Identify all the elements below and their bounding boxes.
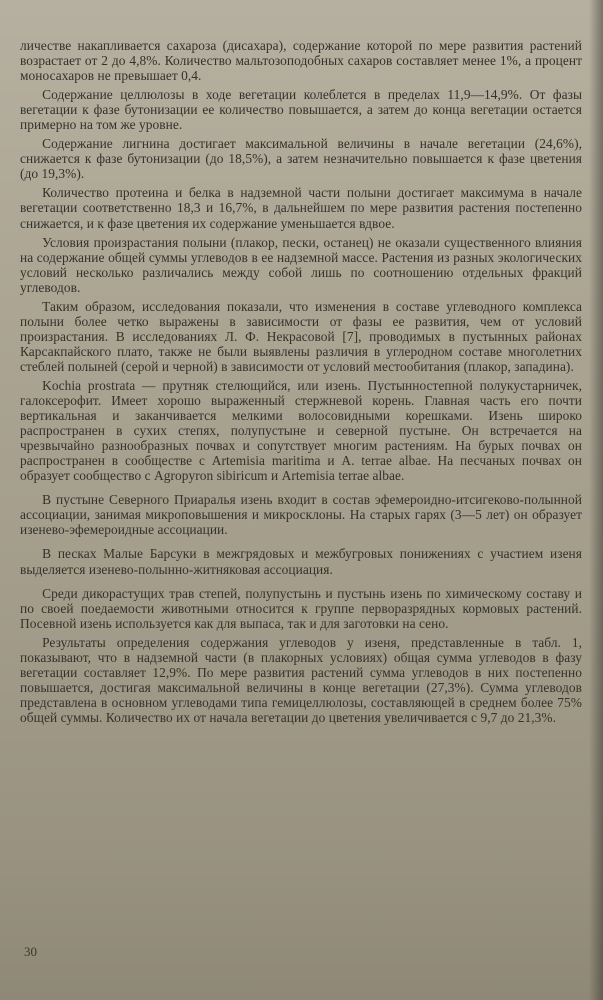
paragraph-kochia-description: Kochia prostrata — прутняк стелющийся, или изень. Пустынностепной полукустарничек, галоксерофит. Имеет хорошо выраженный стержневой корень. Главная часть его почти вертикальная и заканчивается мелкими волосовидными корешками. Изень широко распространен в сухих степях, полупустыне и северной пустыне. Он встречается на чрезвычайно разнообразных почвах и сопутствует многим растениям. На бурых почвах он распространен в сообществе с Artemisia maritima и A. terrae albae. На песчаных почвах он образует сообщество с Agropyron sibiricum и Artemisia terrae albae. xyxy=(20,377,582,484)
paragraph-barsuki-sands: В песках Малые Барсуки в межгрядовых и межбугровых понижениях с участием изеня выделяется изенево-полынно-житняковая ассоциация. xyxy=(20,546,582,577)
paragraph-lignin: Содержание лигнина достигает максимальной величины в начале вегетации (24,6%), снижается к фазе бутонизации (до 18,5%), а затем незначительно повышается к фазе цветения (до 19,3%). xyxy=(20,136,582,182)
paragraph-results: Результаты определения содержания углеводов у изеня, представленные в табл. 1, показывают, что в надземной части (в плакорных условиях) общая сумма углеводов в фазу вегетации составляет 12,9%. По мере развития растений сумма углеводов в них постепенно повышается, достигая максимальной величины в конце вегетации (27,3%). Сумма углеводов представлена в основном углеводами типа гемицеллюлозы, составляющей в среднем более 75% общей суммы. Количество их от начала вегетации до цветения увеличивается с 9,7 до 21,3%. xyxy=(20,634,582,725)
paragraph-sugars: личестве накапливается сахароза (дисахара), содержание которой по мере развития растений возрастает от 2 до 4,8%. Количество мальтозоподобных сахаров составляет менее 1%, а процент моносахаров не превышает 0,4. xyxy=(20,38,582,84)
page-body-text xyxy=(20,38,582,725)
paragraph-north-aral: В пустыне Северного Приаралья изень входит в состав эфемероидно-итсигеково-полынной ассоциации, занимая микроповышения и микросклоны. На старых гарях (3—5 лет) он образует изенево-эфемероидные ассоциации. xyxy=(20,492,582,538)
paragraph-cellulose: Содержание целлюлозы в ходе вегетации колеблется в пределах 11,9—14,9%. От фазы вегетации к фазе бутонизации ее количество повышается, а затем до конца вегетации остается примерно на том же уровне. xyxy=(20,87,582,133)
paragraph-protein: Количество протеина и белка в надземной части полыни достигает максимума в начале вегетации соответственно 18,3 и 16,7%, в дальнейшем по мере развития растения постепенно снижается, и к фазе цветения их содержание уменьшается вдвое. xyxy=(20,185,582,231)
page-number: 30 xyxy=(24,944,37,959)
paragraph-forage-value: Среди дикорастущих трав степей, полупустынь и пустынь изень по химическому составу и по своей поедаемости животными относится к группе перворазрядных кормовых растений. Посевной изень используется как для выпаса, так и для заготовки на сено. xyxy=(20,585,582,631)
paragraph-conclusion: Таким образом, исследования показали, что изменения в составе углеводного комплекса полыни более четко выражены в зависимости от фазы ее развития, чем от условий произрастания. В исследованиях Л. Ф. Некрасовой [7], проводимых в пустынных районах Карсакпайского плато, также не были выявлены различия в углеродном составе многолетних стеблей полыней (серой и черной) в зависимости от условий местообитания (плакор, западина). xyxy=(20,298,582,374)
paragraph-growing-conditions: Условия произрастания полыни (плакор, пески, останец) не оказали существенного влияния на содержание общей суммы углеводов в ее надземной массе. Растения из разных экологических условий несколько различались между собой лишь по соотношению отдельных фракций углеводов. xyxy=(20,234,582,295)
